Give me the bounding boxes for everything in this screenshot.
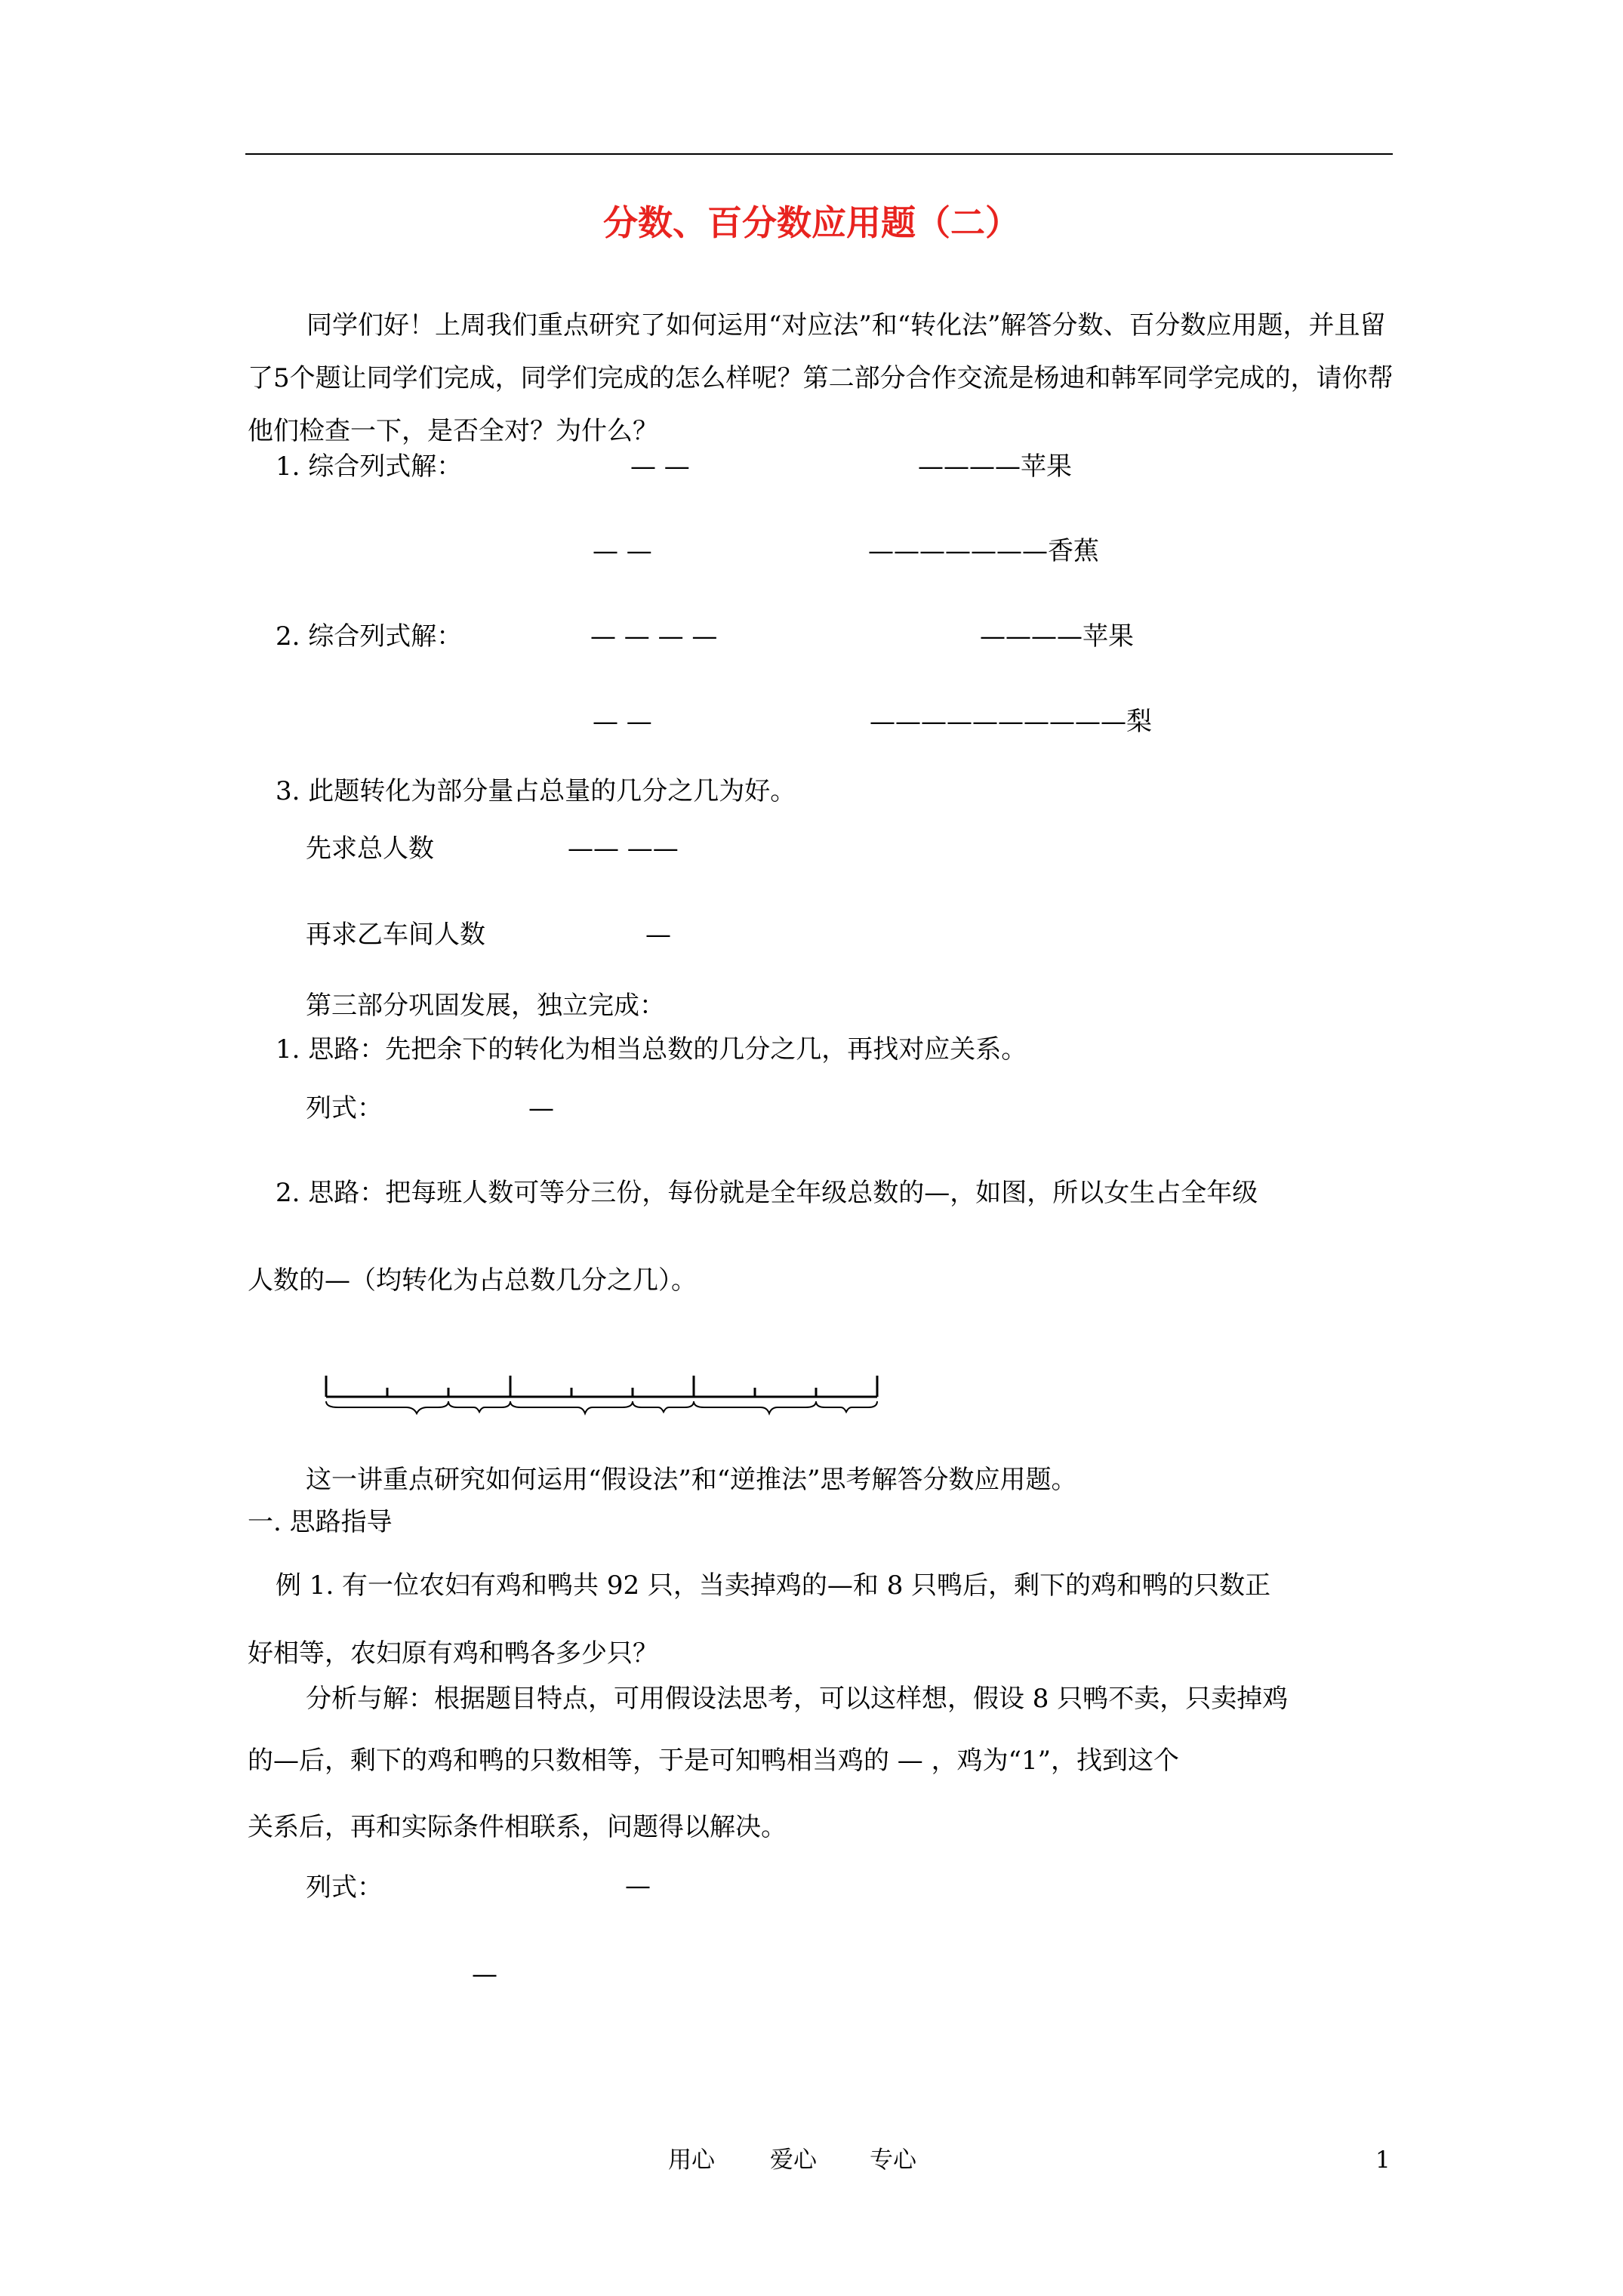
q1-dashes-b: — — — [593, 536, 652, 566]
q2-result-pear: ——————————梨 — [870, 707, 1152, 737]
q1-result-banana: ———————香蕉 — [868, 536, 1099, 566]
header-rule — [245, 153, 1393, 155]
example1-line2: 好相等，农妇原有鸡和鸭各多少只？ — [248, 1638, 658, 1669]
p1-idea: 1. 思路：先把余下的转化为相当总数的几分之几，再找对应关系。 — [276, 1034, 1027, 1065]
diagram-brace — [510, 1401, 633, 1413]
q1-dashes-a: — — — [630, 451, 690, 482]
analysis-line3: 关系后，再和实际条件相联系，问题得以解决。 — [248, 1812, 787, 1842]
footer-item-2: 爱心 — [770, 2147, 817, 2174]
diagram-brace — [326, 1401, 448, 1413]
p2-idea-line1: 2. 思路：把每班人数可等分三份，每份就是全年级总数的—，如图，所以女生占全年级 — [276, 1178, 1258, 1208]
q1-result-apple: ————苹果 — [918, 451, 1072, 482]
footer-item-3: 专心 — [870, 2147, 916, 2174]
analysis-line2: 的—后，剩下的鸡和鸭的只数相等，于是可知鸭相当鸡的 — ，鸡为“1”，找到这个 — [248, 1746, 1180, 1776]
page-number: 1 — [1375, 2147, 1390, 2174]
intro-paragraph — [248, 299, 1399, 458]
q2-dashes-a: — — — — — [590, 621, 718, 652]
footer-item-1: 用心 — [668, 2147, 715, 2174]
q3-step2-dash: — — [645, 920, 671, 950]
q2-label: 2. 综合列式解： — [276, 621, 463, 652]
final-formula-dash1: — — [625, 1871, 651, 1901]
q3-step1-dash: —— —— — [568, 834, 679, 864]
q3-step1: 先求总人数 — [306, 834, 434, 864]
p1-formula-dash: — — [528, 1093, 554, 1123]
diagram-brace — [816, 1401, 877, 1412]
q2-result-apple: ————苹果 — [980, 621, 1134, 652]
diagram-brace — [694, 1401, 816, 1413]
example1-line1: 例 1. 有一位农妇有鸡和鸭共 92 只，当卖掉鸡的—和 8 只鸭后，剩下的鸡和鸭的只数正 — [276, 1570, 1271, 1601]
p2-idea-line2: 人数的—（均转化为占总数几分之几）。 — [248, 1265, 697, 1296]
segment-diagram — [317, 1367, 891, 1427]
q3-step2: 再求乙车间人数 — [306, 920, 485, 950]
diagram-brace — [448, 1401, 510, 1412]
q1-label: 1. 综合列式解： — [276, 451, 463, 482]
p1-formula-label: 列式： — [306, 1093, 383, 1123]
section-one-heading: 一. 思路指导 — [248, 1507, 393, 1537]
lesson-intro: 这一讲重点研究如何运用“假设法”和“逆推法”思考解答分数应用题。 — [306, 1465, 1077, 1495]
diagram-brace — [633, 1401, 694, 1412]
q3-label: 3. 此题转化为部分量占总量的几分之几为好。 — [276, 776, 796, 806]
final-formula-label: 列式： — [306, 1872, 383, 1903]
part3-heading: 第三部分巩固发展，独立完成： — [306, 991, 665, 1021]
analysis-line1: 分析与解：根据题目特点，可用假设法思考，可以这样想，假设 8 只鸭不卖，只卖掉鸡 — [306, 1684, 1289, 1714]
q2-dashes-b: — — — [593, 707, 652, 737]
intro-text: 同学们好！上周我们重点研究了如何运用“对应法”和“转化法”解答分数、百分数应用题，并且留了5个题让同学们完成，同学们完成的怎么样呢？第二部分合作交流是杨迪和韩军同学完成的，请你帮他们检查一下，是否全对？为什么？ — [248, 310, 1394, 446]
page-title: 分数、百分数应用题（二） — [603, 202, 1020, 243]
final-formula-dash2: — — [472, 1959, 497, 1989]
